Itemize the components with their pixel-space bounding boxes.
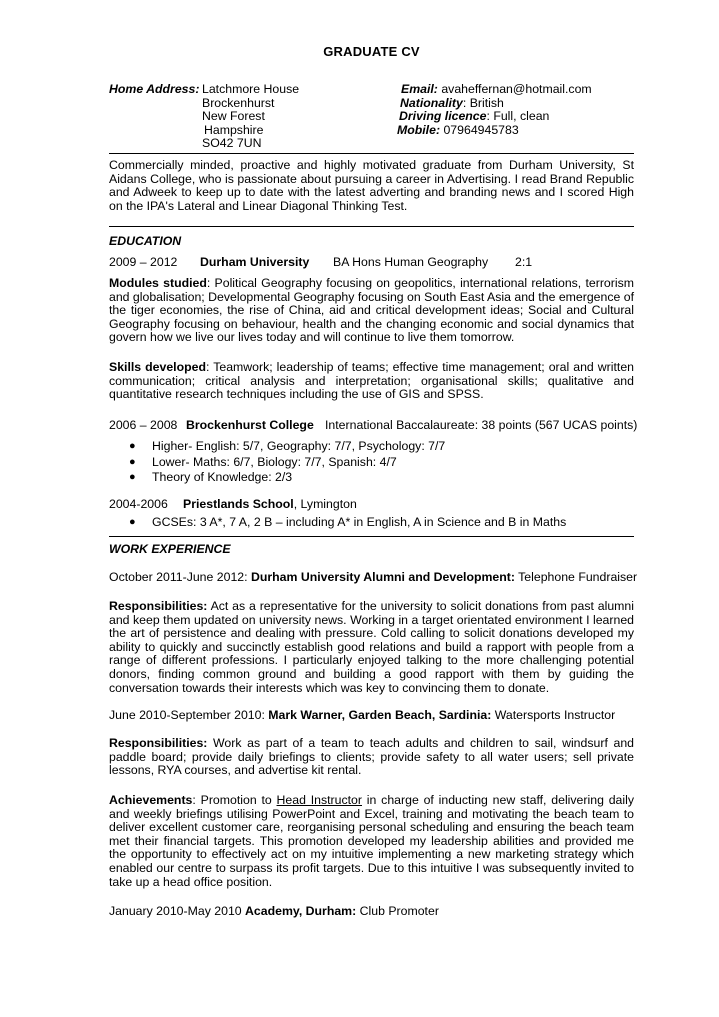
work-heading: WORK EXPERIENCE: [109, 542, 231, 556]
divider: [109, 536, 634, 537]
address-line: Hampshire: [204, 123, 264, 137]
job3-header: [109, 905, 439, 919]
email-value[interactable]: avaheffernan@hotmail.com: [441, 82, 592, 96]
job2-ach-post: in charge of inducting new staff, delivering daily and weekly briefings utilising PowerPoint and Excel, training and motivating the beach team to deliver excellent customer care, reorganising personal scheduling and ensuring the beach team met their financial targets. This promotion developed my leadership abilities and provided me the opportunity to effectively act on my intuitive implementing a new marketing strategy which enabled our centre to surpass its profit targets. Due to this intuitive I was subsequently invited to take up a head office position.: [109, 793, 634, 889]
job2-header: [109, 709, 615, 723]
divider: [109, 226, 634, 227]
address-line: New Forest: [202, 109, 265, 123]
job2-resp-label: Responsibilities:: [109, 736, 208, 750]
job2-dates: June 2010-September 2010:: [109, 708, 269, 722]
job1-role: Telephone Fundraiser: [514, 570, 638, 584]
email-row: [401, 83, 592, 97]
job2-resp-text: Work as part of a team to teach adults and children to sail, windsurf and paddle board; provide daily briefings to clients; provide safety to all water users; sell private lessons, RYA courses, and advertise kit rental.: [109, 736, 634, 778]
job3-role: Club Promoter: [356, 904, 439, 918]
job1-resp-text: Act as a representative for the university to solicit donations from past alumni and keep them updated on university news. Working in a target orientated environment I learned the art of persistence and dealing with pressure. Cold calling to solicit donations developed my ability to quickly and succinctly establish good relations and build a rapport with people from a range of different professions. I particularly enjoyed talking to the more challenging potential donors, finding common ground and building a good rapport with them by guiding the conversation towards their interests which was key to convincing them to donate.: [109, 599, 634, 695]
job2-ach-pre: : Promotion to: [192, 793, 277, 807]
list-item: Lower- Maths: 6/7, Biology: 7/7, Spanish: 4/7: [152, 455, 397, 469]
job1-resp-label: Responsibilities:: [109, 599, 208, 613]
driving-value: Full, clean: [493, 109, 550, 123]
durham-grade: 2:1: [515, 255, 533, 269]
bullet-icon: ●: [129, 516, 136, 528]
mobile-row: [397, 124, 519, 138]
driving-row: Driving licence: Full, clean: [399, 109, 550, 123]
job3-dates: January 2010-May 2010: [109, 904, 246, 918]
job3-employer: Academy, Durham:: [245, 904, 357, 918]
job2-achievements: [109, 794, 634, 889]
bullet-icon: ●: [129, 440, 136, 452]
education-heading: EDUCATION: [109, 234, 182, 248]
home-address-label: Home Address: [109, 82, 196, 96]
address-line: SO42 7UN: [202, 136, 262, 150]
page-title: GRADUATE CV: [323, 44, 420, 59]
skills-label: Skills developed: [109, 360, 206, 374]
priestlands-location: , Lymington: [293, 497, 357, 511]
list-item: Theory of Knowledge: 2/3: [152, 470, 293, 484]
brockenhurst-school: Brockenhurst College: [186, 418, 314, 432]
modules-paragraph: [109, 277, 634, 345]
job2-employer: Mark Warner, Garden Beach, Sardinia:: [268, 708, 492, 722]
mobile-label: Mobile:: [397, 123, 441, 137]
mobile-value: 07964945783: [443, 123, 519, 137]
priestlands-school: Priestlands School: [183, 497, 294, 511]
job2-role: Watersports Instructor: [491, 708, 616, 722]
driving-label: Driving licence: [399, 109, 487, 123]
brockenhurst-qualification: International Baccalaureate: 38 points (567 UCAS points): [325, 418, 638, 432]
address-line: Latchmore House: [202, 82, 300, 96]
priestlands-dates: 2004-2006: [109, 497, 168, 511]
job1-responsibilities: [109, 600, 634, 695]
job2-responsibilities: [109, 737, 634, 778]
skills-text: : Teamwork; leadership of teams; effective time management; oral and written communication; critical analysis and interpretation; organisational skills; qualitative and quantitative research techniques including the use of GIS and SPSS.: [109, 360, 634, 402]
address-line: Brockenhurst: [202, 96, 275, 110]
durham-dates: 2009 – 2012: [109, 255, 178, 269]
durham-degree: BA Hons Human Geography: [333, 255, 489, 269]
brockenhurst-dates: 2006 – 2008: [109, 418, 178, 432]
bullet-icon: ●: [129, 471, 136, 483]
modules-label: Modules studied: [109, 276, 207, 290]
nationality-row: Nationality: British: [400, 96, 504, 110]
priestlands-school-row: [183, 498, 357, 512]
email-label: Email:: [401, 82, 438, 96]
job1-employer: Durham University Alumni and Development:: [250, 570, 515, 584]
nationality-label: Nationality: [400, 96, 463, 110]
list-item: Higher- English: 5/7, Geography: 7/7, Psychology: 7/7: [152, 439, 446, 453]
job1-dates: October 2011-June 2012:: [109, 570, 251, 584]
home-address-row: Home Address:: [109, 82, 200, 96]
job1-header: [109, 571, 637, 585]
bullet-icon: ●: [129, 456, 136, 468]
durham-school: Durham University: [200, 255, 310, 269]
skills-paragraph: [109, 361, 634, 402]
divider: [109, 153, 634, 154]
job2-ach-label: Achievements: [109, 793, 193, 807]
summary-paragraph: Commercially minded, proactive and highly motivated graduate from Durham University, St Aidans College, who is passionate about pursuing a career in Advertising. I read Brand Republic and Adweek to keep up to date with the latest adverting and branding news and I scored High on the IPA's Lateral and Linear Diagonal Thinking Test.: [109, 158, 634, 213]
nationality-value: British: [469, 96, 504, 110]
modules-text: : Political Geography focusing on geopolitics, international relations, terrorism and globalisation; Developmental Geography focusing on South East Asia and the emergence of the tiger economies, the rise of China, aid and critical development ideas; Social and Cultural Geography focusing on behaviour, health and the changing economic and social dynamics that govern how we live our lives today and will continue to live them tomorrow.: [109, 276, 635, 345]
list-item: GCSEs: 3 A*, 7 A, 2 B – including A* in English, A in Science and B in Maths: [152, 515, 567, 529]
head-instructor-text: Head Instructor: [276, 793, 362, 807]
